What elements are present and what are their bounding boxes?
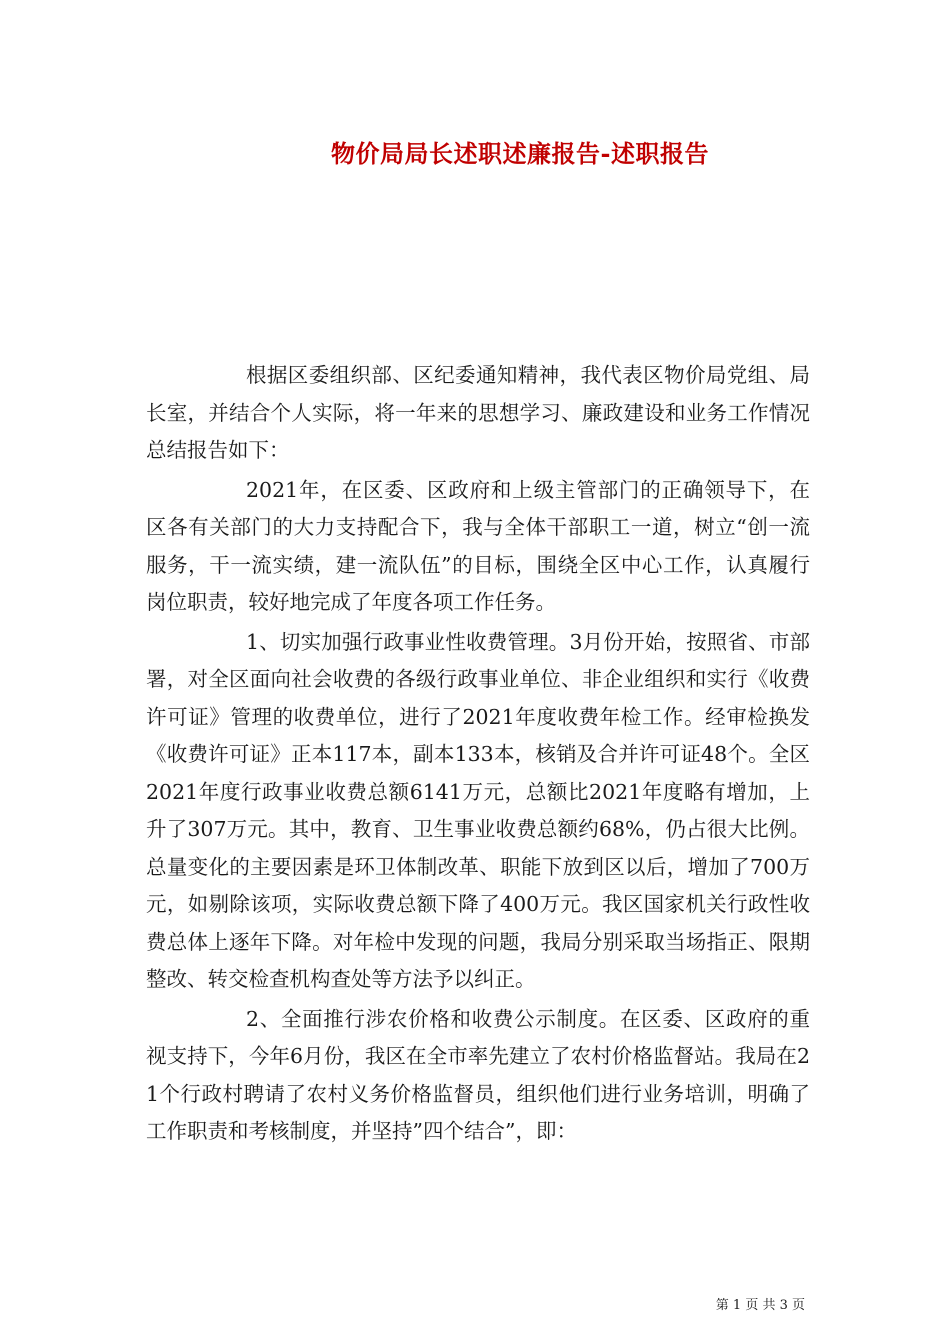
page-number: 第 1 页 共 3 页 [715,1298,805,1313]
document-title: 物价局局长述职述廉报告-述职报告 [331,139,709,168]
paragraph-intro: 根据区委组织部、区纪委通知精神，我代表区物价局党组、局长室，并结合个人实际，将一年来的思想学习、廉政建设和业务工作情况总结报告如下： [146,363,810,462]
document-body [146,357,810,1153]
paragraph-fee-management: 1、切实加强行政事业性收费管理。3月份开始，按照省、市部署，对全区面向社会收费的各级行政事业单位、非企业组织和实行《收费许可证》管理的收费单位，进行了2021年度收费年检工作。经审检换发《收费许可证》正本117本，副本133本，核销及合并许可证48个。全区2021年度行政事业收费总额6141万元，总额比2021年度略有增加，上升了307万元。其中，教育、卫生事业收费总额约68%，仍占很大比例。总量变化的主要因素是环卫体制改革、职能下放到区以后，增加了700万元，如剔除该项，实际收费总额下降了400万元。我区国家机关行政性收费总体上逐年下降。对年检中发现的问题，我局分别采取当场指正、限期整改、转交检查机构查处等方法予以纠正。 [146,629,810,991]
paragraph-overview: 2021年，在区委、区政府和上级主管部门的正确领导下，在区各有关部门的大力支持配合下，我与全体干部职工一道，树立“创一流服务，干一流实绩，建一流队伍”的目标，围绕全区中心工作，认真履行岗位职责，较好地完成了年度各项工作任务。 [146,477,810,614]
paragraph-rural-pricing: 2、全面推行涉农价格和收费公示制度。在区委、区政府的重视支持下，今年6月份，我区在全市率先建立了农村价格监督站。我局在21个行政村聘请了农村义务价格监督员，组织他们进行业务培训，明确了工作职责和考核制度，并坚持”四个结合”，即： [146,1006,810,1143]
